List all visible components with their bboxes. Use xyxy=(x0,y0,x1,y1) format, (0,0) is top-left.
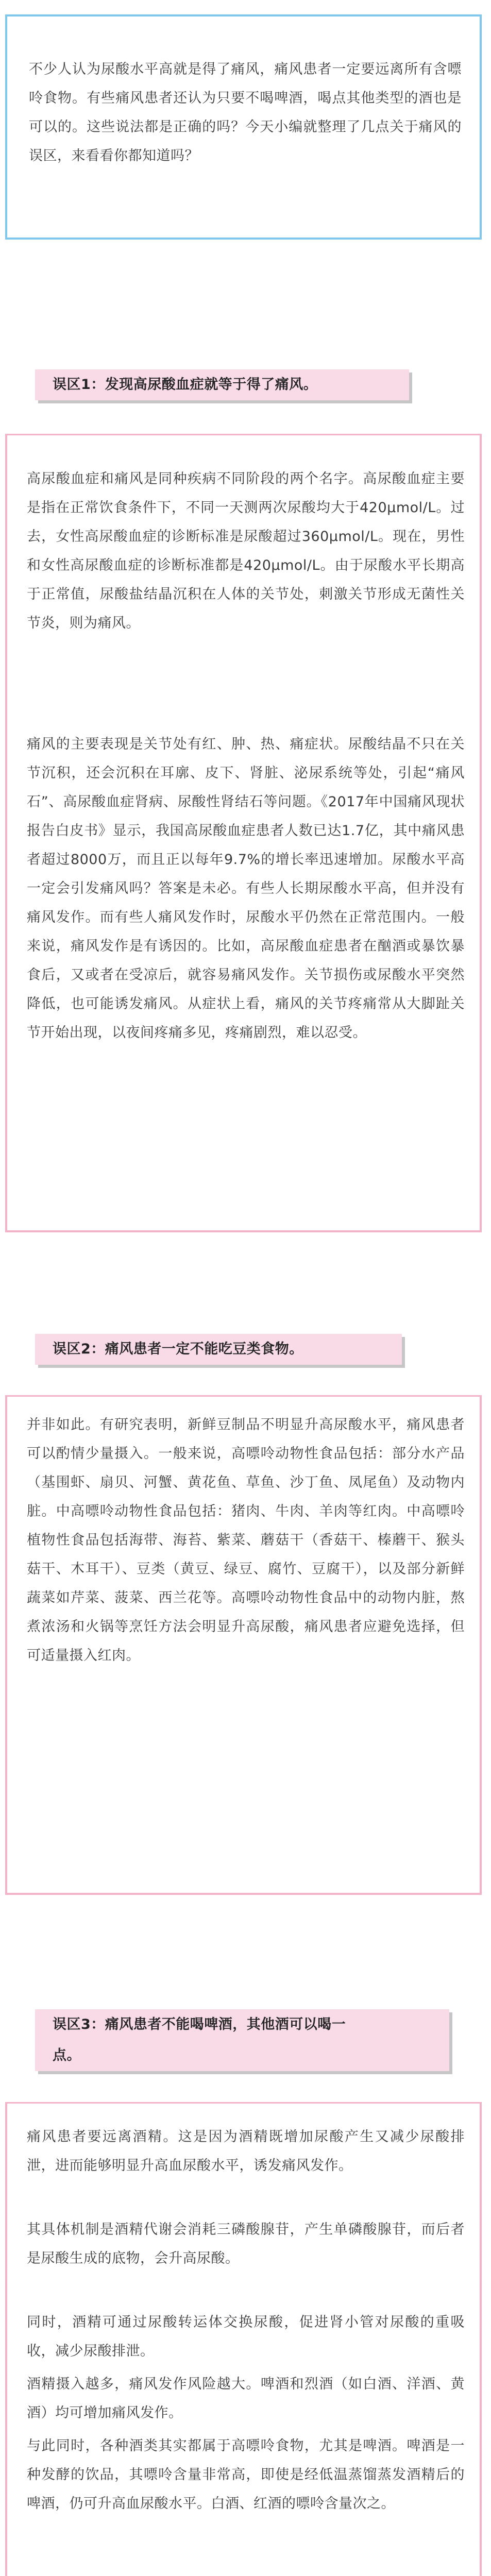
myth1-title: 误区1：发现高尿酸血症就等于得了痛风。 xyxy=(53,377,318,393)
myth3-paragraph-5: 与此同时，各种酒类其实都属于高嘌呤食物，尤其是啤酒。啤酒是一种发酵的饮品，其嘌呤含量非常高，即使是经低温蒸馏蒸发酒精后的啤酒，仍可升高血尿酸水平。白酒、红酒的嘌呤含量次之。 xyxy=(27,2438,465,2512)
myth3-title-line2: 点。 xyxy=(53,2047,81,2063)
myth3-panel xyxy=(5,2102,482,2576)
myth3-paragraph-3: 同时，酒精可通过尿酸转运体交换尿酸，促进肾小管对尿酸的重吸收，减少尿酸排泄。 xyxy=(27,2314,465,2359)
myth1-panel-top-divider xyxy=(5,434,482,435)
myth3-title-line1: 误区3：痛风患者不能喝啤酒，其他酒可以喝一 xyxy=(53,2016,346,2032)
myth3-heading xyxy=(35,2009,449,2071)
myth1-panel xyxy=(5,434,482,1232)
myth2-paragraph-1: 并非如此。有研究表明，新鲜豆制品不明显升高尿酸水平，痛风患者可以酌情少量摄入。一般来说，高嘌呤动物性食品包括：部分水产品（基围虾、扇贝、河蟹、黄花鱼、草鱼、沙丁鱼、凤尾鱼）及动物内脏。中高嘌呤动物性食品包括：猪肉、牛肉、羊肉等红肉。中高嘌呤植物性食品包括海带、海苔、紫菜、蘑菇干（香菇干、榛蘑干、猴头菇干、木耳干）、豆类（黄豆、绿豆、腐竹、豆腐干），以及部分新鲜蔬菜如芹菜、菠菜、西兰花等。高嘌呤动物性食品中的动物内脏，熬煮浓汤和火锅等烹饪方法会明显升高尿酸，痛风患者应避免选择，但可适量摄入红肉。 xyxy=(27,1417,465,1664)
myth3-paragraph-1: 痛风患者要远离酒精。这是因为酒精既增加尿酸产生又减少尿酸排泄，进而能够明显升高血尿酸水平，诱发痛风发作。 xyxy=(27,2129,465,2174)
myth3-paragraph-2: 其具体机制是酒精代谢会消耗三磷酸腺苷，产生单磷酸腺苷，而后者是尿酸生成的底物，会升高尿酸。 xyxy=(27,2222,465,2266)
myth3-paragraph-4: 酒精摄入越多，痛风发作风险越大。啤酒和烈酒（如白酒、洋酒、黄酒）均可增加痛风发作。 xyxy=(27,2376,465,2421)
intro-box xyxy=(5,14,482,240)
myth2-heading xyxy=(35,1334,402,1365)
myth3-panel-top-divider xyxy=(5,2102,482,2104)
myth2-title: 误区2：痛风患者一定不能吃豆类食物。 xyxy=(53,1341,303,1357)
myth1-heading xyxy=(35,369,409,400)
myth2-panel xyxy=(5,1395,482,1895)
myth1-paragraph-2: 痛风的主要表现是关节处有红、肿、热、痛症状。尿酸结晶不只在关节沉积，还会沉积在耳廓、皮下、肾脏、泌尿系统等处，引起“痛风石”、高尿酸血症肾病、尿酸性肾结石等问题。《2017年中国痛风现状报告白皮书》显示，我国高尿酸血症患者人数已达1.7亿，其中痛风患者超过8000万，而且正以每年9.7%的增长率迅速增加。尿酸水平高一定会引发痛风吗？答案是未必。有些人长期尿酸水平高，但并没有痛风发作。而有些人痛风发作时，尿酸水平仍然在正常范围内。一般来说，痛风发作是有诱因的。比如，高尿酸血症患者在酗酒或暴饮暴食后，又或者在受凉后，就容易痛风发作。关节损伤或尿酸水平突然降低，也可能诱发痛风。从症状上看，痛风的关节疼痛常从大脚趾关节开始出现，以夜间疼痛多见，疼痛剧烈，难以忍受。 xyxy=(27,736,465,1041)
myth1-paragraph-1: 高尿酸血症和痛风是同种疾病不同阶段的两个名字。高尿酸血症主要是指在正常饮食条件下，不同一天测两次尿酸均大于420μmol/L。过去，女性高尿酸血症的诊断标准是尿酸超过360μmol/L。现在，男性和女性高尿酸血症的诊断标准都是420μmol/L。由于尿酸水平长期高于正常值，尿酸盐结晶沉积在人体的关节处，刺激关节形成无菌性关节炎，则为痛风。 xyxy=(27,471,465,631)
myth2-panel-top-divider xyxy=(5,1395,482,1397)
intro-paragraph: 不少人认为尿酸水平高就是得了痛风，痛风患者一定要远离所有含嘌呤食物。有些痛风患者还认为只要不喝啤酒，喝点其他类型的酒也是可以的。这些说法都是正确的吗？今天小编就整理了几点关于痛风的误区，来看看你都知道吗？ xyxy=(29,61,462,164)
